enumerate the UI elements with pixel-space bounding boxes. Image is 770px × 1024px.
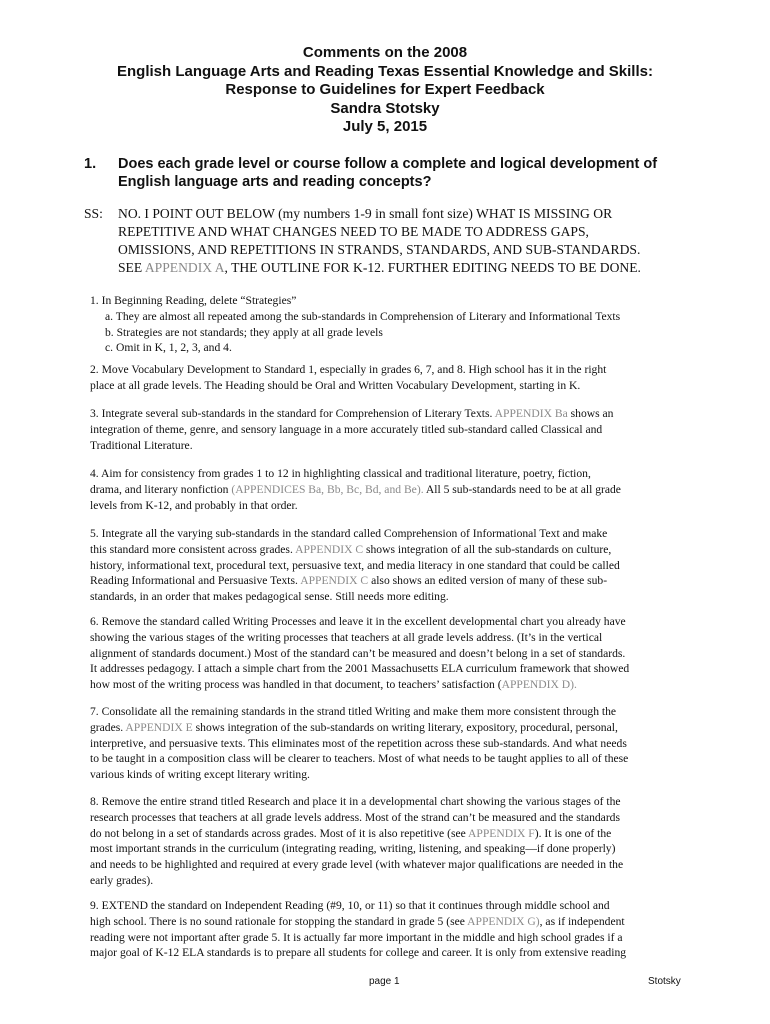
appendix-a-link[interactable]: APPENDIX A	[144, 260, 225, 275]
comment-subitem: b. Strategies are not standards; they apply at all grade levels	[105, 325, 383, 339]
comment-line: Traditional Literature.	[90, 438, 193, 452]
ss-line	[118, 259, 688, 277]
author-name: Sandra Stotsky	[330, 99, 440, 117]
comment-line: It addresses pedagogy. I attach a simple chart from the 2001 Massachusetts ELA curriculum framework that showed	[90, 662, 630, 676]
comment-subitem: c. Omit in K, 1, 2, 3, and 4.	[105, 341, 232, 355]
comment-line	[90, 482, 690, 498]
comment-9	[90, 898, 690, 961]
appendix-g-link[interactable]: APPENDIX G)	[467, 914, 540, 928]
ss-text: , THE OUTLINE FOR K-12. FURTHER EDITING NEEDS TO BE DONE.	[224, 260, 641, 275]
comment-line: 7. Consolidate all the remaining standards in the strand titled Writing and make them more consistent through the	[90, 705, 617, 718]
comment-text: All 5 sub-standards need to be at all grade	[423, 482, 621, 496]
comment-line: most important strands in the curriculum (integrating reading, writing, listening, and speaking—if done properly)	[90, 842, 616, 856]
comment-text: also shows an edited version of many of these sub-	[368, 574, 608, 588]
comment-text: high school. There is no sound rationale for stopping the standard in grade 5 (see	[90, 914, 468, 928]
comment-4	[90, 466, 690, 513]
comment-line	[90, 677, 690, 693]
comment-line: to be taught in a composition class will be clearer to teachers. Most of what needs to be taught applies to all of these	[90, 752, 629, 766]
comment-line: research processes that teachers at all grade levels address. Most of the strand can’t be measured and the standards	[90, 810, 620, 824]
comment-line: alignment of standards document.) Most of the standard can’t be measured and doesn’t belong in a set of standards.	[90, 646, 626, 660]
question-line: English language arts and reading concepts?	[118, 174, 432, 190]
comment-3	[90, 406, 690, 453]
page-number: page 1	[369, 976, 400, 987]
comment-line: 1. In Beginning Reading, delete “Strategies”	[90, 294, 297, 307]
document-title	[0, 44, 770, 137]
appendix-c-link[interactable]: APPENDIX C	[300, 574, 369, 588]
comment-line: 8. Remove the entire strand titled Research and place it in a developmental chart showing the various stages of the	[90, 795, 621, 808]
comment-line: interpretive, and persuasive texts. This eliminates most of the repetition across these sub-standards. And what needs	[90, 736, 627, 750]
appendix-c-link[interactable]: APPENDIX C	[295, 542, 364, 556]
comment-line: showing the various stages of the writing processes that teachers at all grade levels address. (It’s in the vertical	[90, 630, 603, 644]
ss-line: NO. I POINT OUT BELOW (my numbers 1-9 in small font size) WHAT IS MISSING OR	[118, 206, 613, 221]
comment-text: ). It is one of the	[534, 826, 612, 840]
appendices-b-link[interactable]: (APPENDICES Ba, Bb, Bc, Bd, and Be).	[231, 482, 424, 496]
comment-2	[90, 362, 690, 394]
comment-line: standards, in an order that makes pedagogical sense. Still needs more editing.	[90, 590, 449, 604]
comment-line: major goal of K-12 ELA standards is to prepare all students for college and career. It is only from extensive reading	[90, 946, 627, 960]
comment-line	[90, 406, 690, 422]
comment-text: how most of the writing process was handled in that document, to teachers’ satisfaction (	[90, 678, 502, 692]
comment-line: 4. Aim for consistency from grades 1 to 12 in highlighting classical and traditional literature, poetry, fiction,	[90, 467, 591, 480]
comment-line	[90, 720, 690, 736]
comment-line	[90, 573, 690, 589]
comment-text: shows integration of the sub-standards on writing literary, expository, procedural, personal,	[192, 720, 618, 734]
comment-5	[90, 526, 690, 605]
comment-line: 6. Remove the standard called Writing Processes and leave it in the excellent developmental chart you already have	[90, 615, 626, 628]
comment-8	[90, 794, 690, 889]
ss-response-body	[118, 205, 688, 277]
comment-line: place at all grade levels. The Heading should be Oral and Written Vocabulary Development, starting in K.	[90, 378, 581, 392]
appendix-e-link[interactable]: APPENDIX E	[125, 720, 193, 734]
ss-text: SEE	[118, 260, 145, 275]
question-text	[118, 155, 678, 191]
comment-text: grades.	[90, 720, 126, 734]
comment-line: history, informational text, procedural text, persuasive text, and media literacy in one standard that could be called	[90, 558, 620, 572]
comment-line	[90, 826, 690, 842]
comment-7	[90, 704, 690, 783]
question-number: 1.	[84, 156, 97, 172]
comment-line: 9. EXTEND the standard on Independent Reading (#9, 10, or 11) so that it continues through middle school and	[90, 899, 610, 912]
ss-line: OMISSIONS, AND REPETITIONS IN STRANDS, STANDARDS, AND SUB-STANDARDS.	[118, 242, 641, 257]
comment-line: reading were not important after grade 5. It is actually far more important in the middle and high school grades if a	[90, 930, 623, 944]
appendix-ba-link[interactable]: APPENDIX Ba	[494, 407, 568, 420]
comment-text: Reading Informational and Persuasive Texts.	[90, 574, 301, 588]
ss-label: SS:	[84, 206, 103, 221]
comment-line: levels from K-12, and probably in that order.	[90, 498, 298, 512]
comment-line: various kinds of writing except literary writing.	[90, 768, 310, 782]
comment-line	[90, 542, 690, 558]
ss-line: REPETITIVE AND WHAT CHANGES NEED TO BE MADE TO ADDRESS GAPS,	[118, 224, 589, 239]
comment-line: integration of theme, genre, and sensory language in a more accurately titled sub-standard called Classical and	[90, 422, 603, 436]
comment-subitem: a. They are almost all repeated among the sub-standards in Comprehension of Literary and Informational Texts	[105, 309, 621, 323]
comment-line	[90, 914, 690, 930]
document-date: July 5, 2015	[342, 118, 428, 135]
comment-1	[90, 293, 690, 356]
title-line: English Language Arts and Reading Texas Essential Knowledge and Skills:	[117, 62, 653, 80]
comment-line: and needs to be highlighted and required at every grade level (with whatever major qualifications are needed in the	[90, 858, 624, 872]
question-line: Does each grade level or course follow a complete and logical development of	[118, 156, 658, 172]
title-line: Comments on the 2008	[302, 44, 468, 61]
comment-text: shows an	[567, 407, 614, 420]
comment-text: do not belong in a set of standards across grades. Most of it is also repetitive (see	[90, 826, 469, 840]
comment-line: 2. Move Vocabulary Development to Standard 1, especially in grades 6, 7, and 8. High school has it in the right	[90, 363, 607, 376]
comment-text: , as if independent	[539, 914, 625, 928]
footer-author: Stotsky	[648, 976, 681, 987]
comment-text: drama, and literary nonfiction	[90, 482, 232, 496]
comment-line: 5. Integrate all the varying sub-standards in the standard called Comprehension of Informational Text and make	[90, 527, 608, 540]
comment-6	[90, 614, 690, 693]
appendix-f-link[interactable]: APPENDIX F	[468, 826, 535, 840]
title-line: Response to Guidelines for Expert Feedback	[225, 81, 545, 98]
comment-text: shows integration of all the sub-standards on culture,	[363, 542, 612, 556]
appendix-d-link[interactable]: APPENDIX D).	[501, 678, 577, 692]
comment-line: early grades).	[90, 873, 154, 887]
comment-text: 3. Integrate several sub-standards in the standard for Comprehension of Literary Texts.	[90, 407, 495, 420]
comment-text: this standard more consistent across grades.	[90, 542, 296, 556]
